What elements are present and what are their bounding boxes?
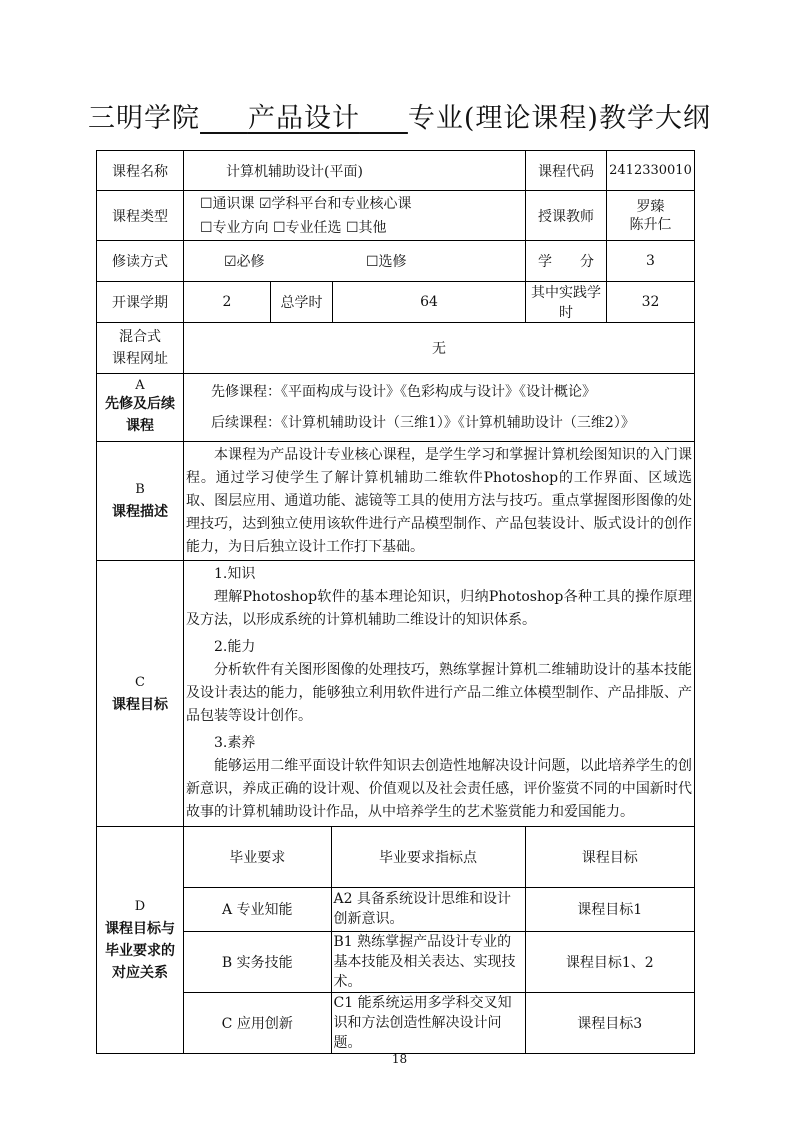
follow-up-courses: 后续课程：《计算机辅助设计（三维1）》《计算机辅助设计（三维2）》 bbox=[211, 414, 635, 431]
goal-ability-text: 分析软件有关图形图像的处理技巧，熟练掌握计算机二维辅助设计的基本技能及设计表达的能力，能够独立利用软件进行产品二维立体模型制作、产品排版、产品包装等设计创作。 bbox=[186, 662, 692, 724]
indicator-cell: C1 能系统运用多学科交叉知识和方法创造性解决设计问题。 bbox=[331, 992, 525, 1053]
course-type-options bbox=[184, 191, 526, 241]
teacher-2: 陈升仁 bbox=[629, 216, 672, 233]
hours-label: 总学时 bbox=[271, 282, 333, 323]
requirement-cell: B 实务技能 bbox=[184, 931, 331, 992]
course-web-value: 无 bbox=[184, 323, 695, 374]
indicator-cell: B1 熟练掌握产品设计专业的基本技能及相关表达、实现技术。 bbox=[331, 931, 525, 992]
goal-knowledge-text: 理解Photoshop软件的基本理论知识，归纳Photoshop各种工具的操作原理及方法，以形成系统的计算机辅助二维设计的知识体系。 bbox=[186, 589, 692, 628]
table-row bbox=[184, 931, 694, 992]
goal-cell: 课程目标3 bbox=[525, 992, 694, 1053]
title-major: 产品设计 bbox=[247, 103, 360, 134]
type-options-row2: ☐专业方向 ☐专业任选 ☐其他 bbox=[200, 219, 387, 236]
section-b-content bbox=[184, 442, 695, 561]
title-prefix: 三明学院 bbox=[88, 103, 201, 134]
course-code: 2412330010 bbox=[607, 151, 695, 191]
prerequisite-courses: 先修课程：《平面构成与设计》《色彩构成与设计》《设计概论》 bbox=[211, 383, 596, 400]
syllabus-table bbox=[96, 150, 695, 1054]
goal-cell: 课程目标1 bbox=[525, 887, 694, 931]
study-elective: ☐选修 bbox=[366, 254, 407, 270]
section-d-content bbox=[184, 827, 695, 1054]
semester-value: 2 bbox=[184, 282, 271, 323]
header-requirement: 毕业要求 bbox=[184, 827, 331, 887]
semester-label: 开课学期 bbox=[97, 282, 184, 323]
section-a-label: A 先修及后续 课程 bbox=[97, 374, 184, 442]
graduation-requirement-table bbox=[184, 827, 694, 1053]
goal-quality-title: 3.素养 bbox=[214, 735, 256, 751]
course-code-label: 课程代码 bbox=[526, 151, 607, 191]
teacher-label: 授课教师 bbox=[526, 191, 607, 241]
hours-value: 64 bbox=[333, 282, 526, 323]
goal-cell: 课程目标1、2 bbox=[525, 931, 694, 992]
course-description: 本课程为产品设计专业核心课程，是学生学习和掌握计算机绘图知识的入门课程。通过学习使学生了解计算机辅助二维软件Photoshop的工作界面、区域选取、图层应用、通道功能、滤镜等工具的使用方法与技巧。重点掌握图形图像的处理技巧，达到独立使用该软件进行产品模型制作、产品包装设计、版式设计的创作能力，为日后独立设计工作打下基础。 bbox=[186, 446, 692, 555]
credit-label: 学 分 bbox=[526, 241, 607, 282]
table-row bbox=[184, 887, 694, 931]
section-b-label: B 课程描述 bbox=[97, 442, 184, 561]
table-row bbox=[184, 992, 694, 1053]
course-web-label: 混合式 课程网址 bbox=[97, 323, 184, 374]
study-required: ☑必修 bbox=[224, 254, 265, 270]
page-title bbox=[0, 96, 799, 135]
goal-knowledge-title: 1.知识 bbox=[214, 566, 256, 582]
type-options-row1: ☐通识课 ☑学科平台和专业核心课 bbox=[200, 195, 412, 212]
study-mode-label: 修读方式 bbox=[97, 241, 184, 282]
teachers bbox=[607, 191, 695, 241]
goal-quality-text: 能够运用二维平面设计软件知识去创造性地解决设计问题，以此培养学生的创新意识，养成正确的设计观、价值观以及社会责任感，评价鉴赏不同的中国新时代故事的计算机辅助设计作品，从中培养学生的艺术鉴赏能力和爱国能力。 bbox=[186, 758, 692, 820]
teacher-1: 罗臻 bbox=[636, 198, 665, 215]
requirement-cell: A 专业知能 bbox=[184, 887, 331, 931]
title-suffix: 专业(理论课程)教学大纲 bbox=[407, 103, 711, 134]
goal-ability-title: 2.能力 bbox=[214, 639, 256, 655]
header-course-goal: 课程目标 bbox=[525, 827, 694, 887]
course-name: 计算机辅助设计(平面) bbox=[184, 151, 526, 191]
requirement-cell: C 应用创新 bbox=[184, 992, 331, 1053]
section-c-label: C 课程目标 bbox=[97, 561, 184, 827]
credit-value: 3 bbox=[607, 241, 695, 282]
section-a-content bbox=[184, 374, 695, 442]
section-d-label: D 课程目标与 毕业要求的 对应关系 bbox=[97, 827, 184, 1054]
course-name-label: 课程名称 bbox=[97, 151, 184, 191]
study-mode-options bbox=[184, 241, 526, 282]
practice-hours-value: 32 bbox=[607, 282, 695, 323]
indicator-cell: A2 具备系统设计思维和设计创新意识。 bbox=[331, 887, 525, 931]
page-number: 18 bbox=[391, 1052, 408, 1066]
course-type-label: 课程类型 bbox=[97, 191, 184, 241]
practice-hours-label: 其中实践学时 bbox=[526, 282, 607, 323]
section-c-content bbox=[184, 561, 695, 827]
header-indicator: 毕业要求指标点 bbox=[331, 827, 525, 887]
